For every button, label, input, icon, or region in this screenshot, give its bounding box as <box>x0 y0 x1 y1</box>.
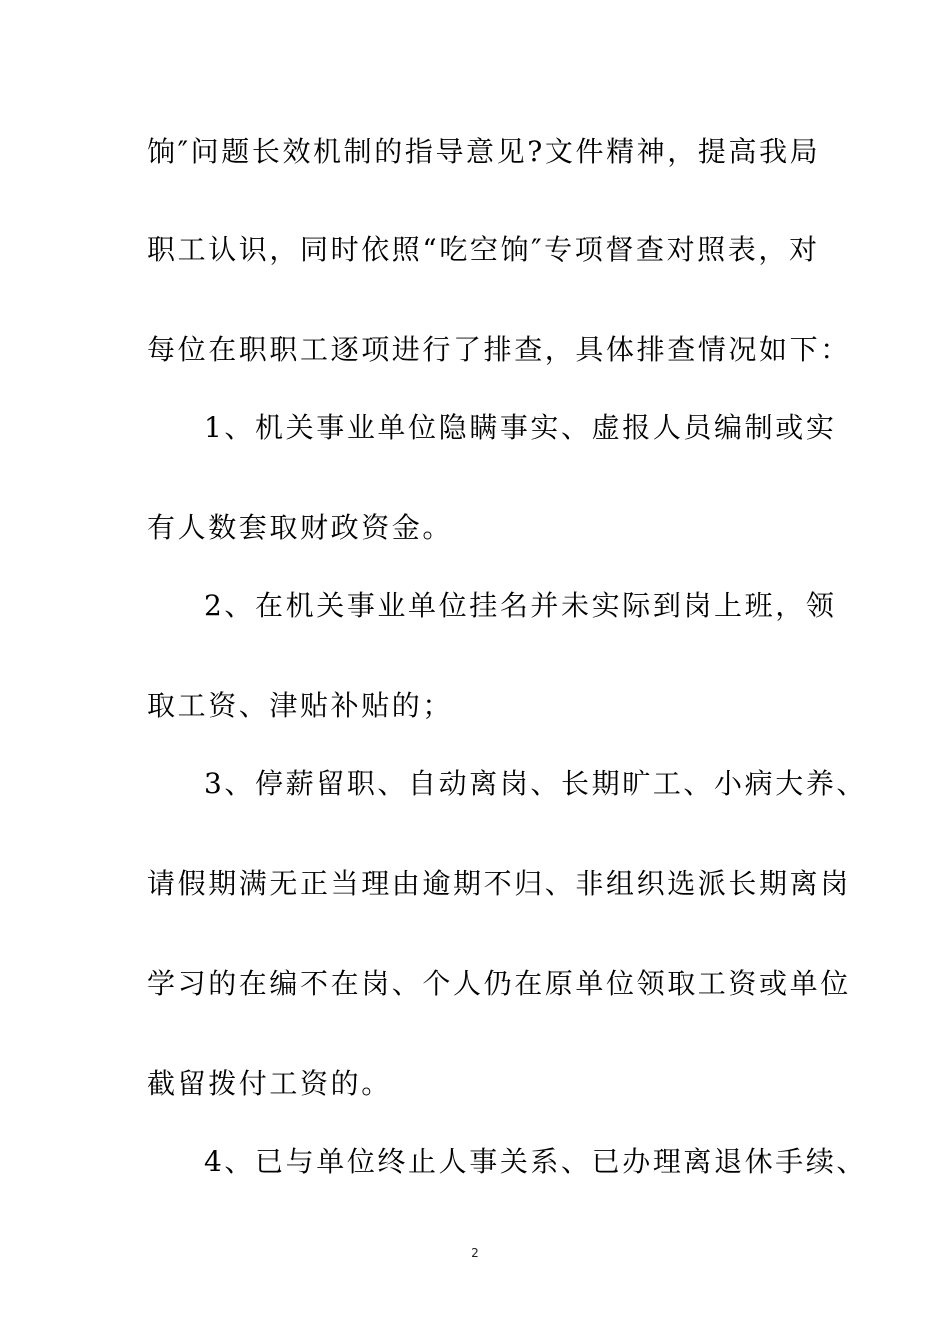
list-item-1: 1、机关事业单位隐瞒事实、虚报人员编制或实 <box>204 411 837 444</box>
list-item-3: 3、停薪留职、自动离岗、长期旷工、小病大养、 <box>204 767 868 800</box>
page-number: 2 <box>471 1246 479 1260</box>
list-item-4: 4、已与单位终止人事关系、已办理离退休手续、 <box>204 1145 868 1178</box>
text-line: 截留拨付工资的。 <box>147 1067 392 1100</box>
text-line: 职工认识，同时依照“吃空饷″专项督查对照表，对 <box>147 233 820 266</box>
text-line: 每位在职职工逐项进行了排查，具体排查情况如下： <box>147 333 851 366</box>
text-line: 学习的在编不在岗、个人仍在原单位领取工资或单位 <box>147 967 851 1000</box>
text-line: 饷″问题长效机制的指导意见?文件精神，提高我局 <box>147 135 821 168</box>
text-line: 有人数套取财政资金。 <box>147 511 454 544</box>
text-line: 取工资、津贴补贴的； <box>147 689 454 722</box>
list-item-2: 2、在机关事业单位挂名并未实际到岗上班，领 <box>204 589 837 622</box>
text-line: 请假期满无正当理由逾期不归、非组织选派长期离岗 <box>147 867 851 900</box>
